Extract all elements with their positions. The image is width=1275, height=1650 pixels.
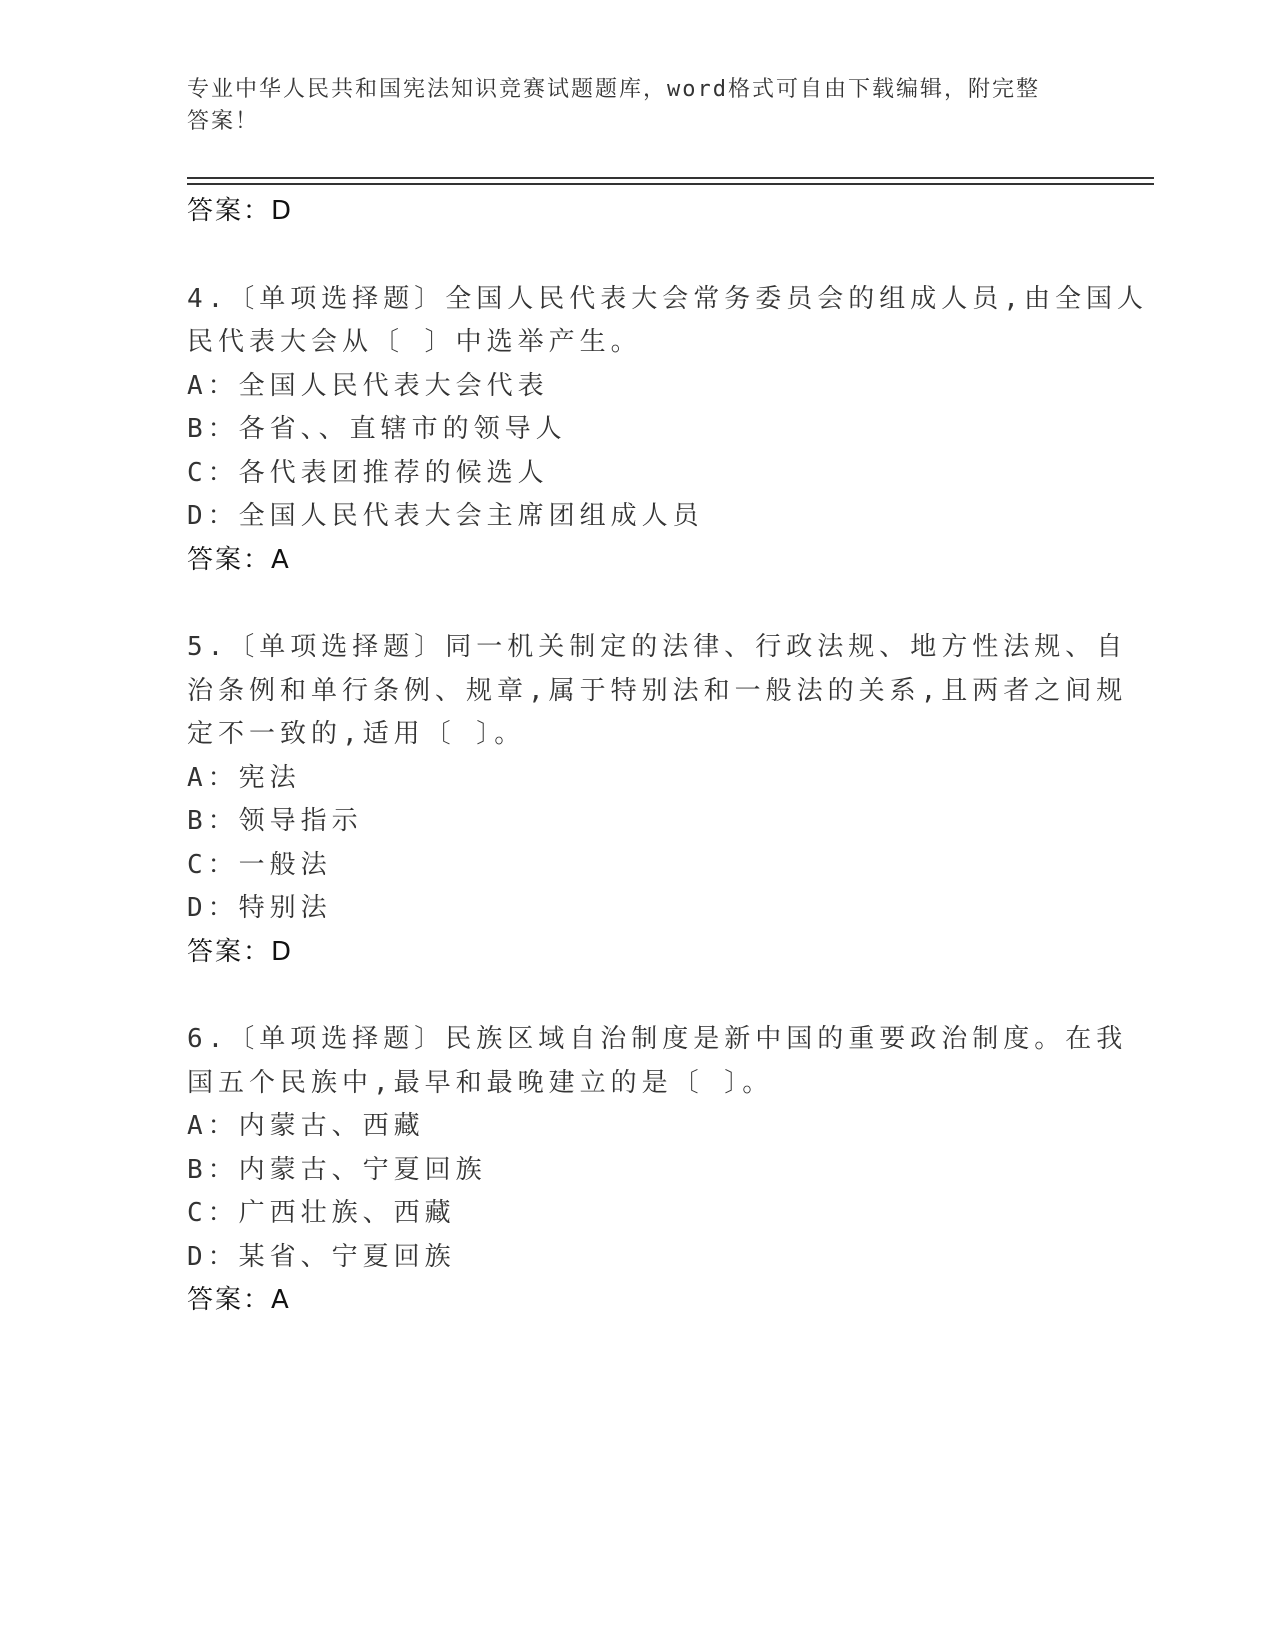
question-6-line-2: 国五个民族中,最早和最晚建立的是〔 〕。	[187, 1068, 774, 1098]
question-6-option-a: A：内蒙古、西藏	[187, 1111, 425, 1141]
question-5-option-b: B：领导指示	[187, 806, 363, 836]
question-4-option-b: B：各省、、直辖市的领导人	[187, 414, 567, 444]
question-4-answer: 答案：A	[187, 545, 291, 575]
question-6-option-d: D：某省、宁夏回族	[187, 1242, 456, 1272]
question-6-line-1: 6.〔单项选择题〕民族区域自治制度是新中国的重要政治制度。在我	[187, 1024, 1128, 1054]
question-6-option-b: B：内蒙古、宁夏回族	[187, 1155, 487, 1185]
question-4-option-d: D：全国人民代表大会主席团组成人员	[187, 501, 704, 531]
question-5-line-1: 5.〔单项选择题〕同一机关制定的法律、行政法规、地方性法规、自	[187, 632, 1128, 662]
header-rule-top	[187, 177, 1154, 179]
document-header	[187, 74, 1067, 138]
question-5-line-2: 治条例和单行条例、规章,属于特别法和一般法的关系,且两者之间规	[187, 676, 1128, 706]
question-5-line-3: 定不一致的,适用〔 〕。	[187, 719, 526, 749]
question-6-answer: 答案：A	[187, 1285, 291, 1315]
header-line-1: 专业中华人民共和国宪法知识竞赛试题题库，word格式可自由下载编辑，附完整	[187, 77, 1040, 102]
header-line-2: 答案！	[187, 109, 260, 134]
question-5-option-d: D：特别法	[187, 893, 332, 923]
question-4-option-c: C：各代表团推荐的候选人	[187, 458, 549, 488]
question-6-option-c: C：广西壮族、西藏	[187, 1198, 456, 1228]
question-4-line-1: 4.〔单项选择题〕全国人民代表大会常务委员会的组成人员,由全国人	[187, 284, 1148, 314]
question-5-option-a: A：宪法	[187, 763, 301, 793]
previous-answer: 答案：D	[187, 196, 294, 226]
question-4-option-a: A：全国人民代表大会代表	[187, 371, 549, 401]
question-4-line-2: 民代表大会从〔 〕中选举产生。	[187, 327, 642, 357]
question-5-answer: 答案：D	[187, 937, 294, 967]
header-rule-bottom	[187, 183, 1154, 185]
question-5-option-c: C：一般法	[187, 850, 332, 880]
